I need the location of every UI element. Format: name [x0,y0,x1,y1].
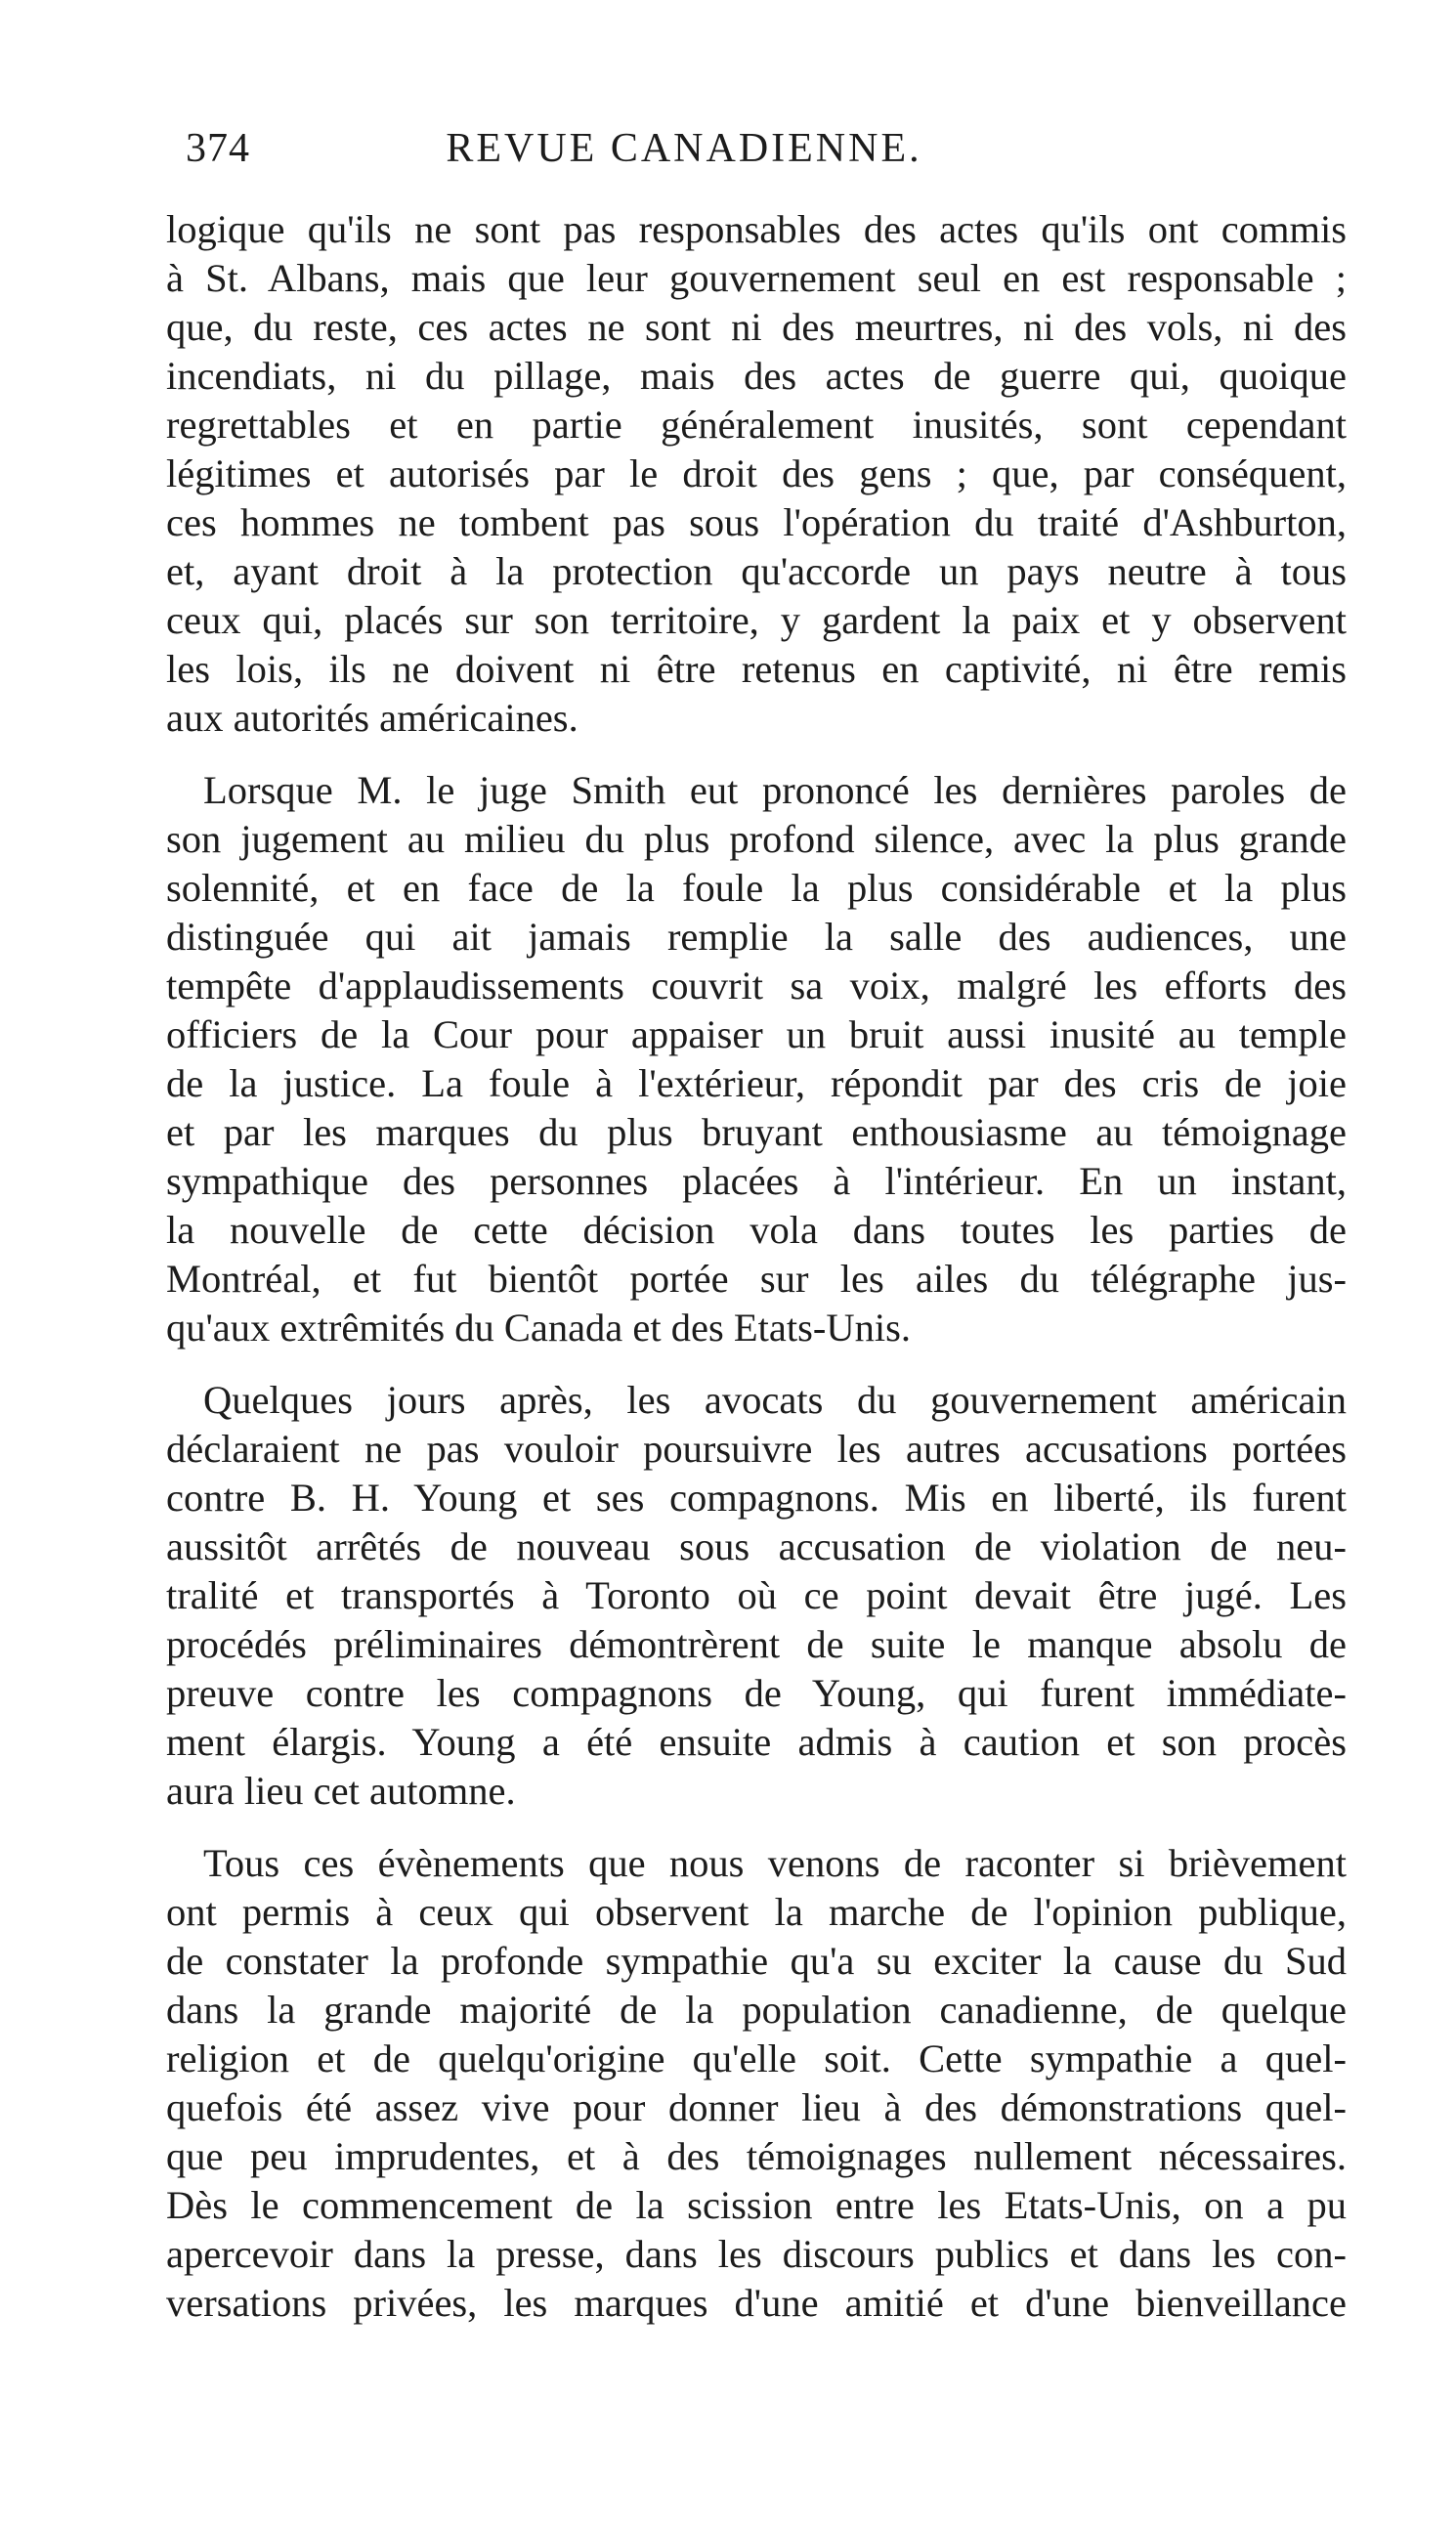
text-line: ment élargis. Young a été ensuite admis à caution et son procès [166,1720,1347,1764]
text-line: que, du reste, ces actes ne sont ni des meurtres, ni des vols, ni des [166,305,1347,349]
text-line: ont permis à ceux qui observent la marche de l'opinion publique, [166,1890,1347,1934]
text-line: les lois, ils ne doivent ni être retenus en captivité, ni être remis [166,647,1347,691]
text-line: ceux qui, placés sur son territoire, y gardent la paix et y observent [166,598,1347,642]
text-line: qu'aux extrêmités du Canada et des Etats-Unis. [166,1306,911,1350]
text-line: versations privées, les marques d'une amitié et d'une bienveillance [166,2281,1347,2325]
text-line: religion et de quelqu'origine qu'elle soit. Cette sympathie a quel- [166,2036,1347,2080]
text-line: Quelques jours après, les avocats du gouvernement américain [203,1378,1347,1422]
paragraph-2 [166,766,1347,1352]
text-line: déclaraient ne pas vouloir poursuivre les autres accusations portées [166,1427,1347,1471]
text-line: la nouvelle de cette décision vola dans toutes les parties de [166,1208,1347,1252]
running-head [186,119,1358,178]
text-line: distinguée qui ait jamais remplie la salle des audiences, une [166,915,1347,959]
text-line: que peu imprudentes, et à des témoignages nullement nécessaires. [166,2134,1347,2178]
text-line: Lorsque M. le juge Smith eut prononcé les dernières paroles de [203,768,1347,812]
text-line: Tous ces évènements que nous venons de raconter si brièvement [203,1841,1347,1885]
text-line: quefois été assez vive pour donner lieu à des démonstrations quel- [166,2085,1347,2129]
text-line: légitimes et autorisés par le droit des gens ; que, par conséquent, [166,451,1347,495]
text-line: Montréal, et fut bientôt portée sur les ailes du télégraphe jus- [166,1257,1347,1301]
text-line: aux autorités américaines. [166,696,578,740]
text-line: apercevoir dans la presse, dans les discours publics et dans les con- [166,2232,1347,2276]
text-line: aura lieu cet automne. [166,1769,516,1813]
text-line: tralité et transportés à Toronto où ce point devait être jugé. Les [166,1573,1347,1617]
body-text [166,205,1347,2351]
text-line: procédés préliminaires démontrèrent de suite le manque absolu de [166,1622,1347,1666]
text-line: et, ayant droit à la protection qu'accorde un pays neutre à tous [166,549,1347,593]
text-line: aussitôt arrêtés de nouveau sous accusation de violation de neu- [166,1524,1347,1568]
text-line: Dès le commencement de la scission entre les Etats-Unis, on a pu [166,2183,1347,2227]
text-line: officiers de la Cour pour appaiser un bruit aussi inusité au temple [166,1012,1347,1056]
text-line: de la justice. La foule à l'extérieur, répondit par des cris de joie [166,1061,1347,1105]
text-line: et par les marques du plus bruyant enthousiasme au témoignage [166,1110,1347,1154]
text-line: regrettables et en partie généralement inusités, sont cependant [166,403,1347,447]
running-title: REVUE CANADIENNE. [446,126,922,171]
page-number: 374 [186,126,250,171]
paragraph-4 [166,1839,1347,2328]
text-line: preuve contre les compagnons de Young, qui furent immédiate- [166,1671,1347,1715]
text-line: son jugement au milieu du plus profond silence, avec la plus grande [166,817,1347,861]
text-line: tempête d'applaudissements couvrit sa voix, malgré les efforts des [166,964,1347,1007]
text-line: logique qu'ils ne sont pas responsables des actes qu'ils ont commis [166,207,1347,251]
text-line: dans la grande majorité de la population canadienne, de quelque [166,1988,1347,2032]
text-line: solennité, et en face de la foule la plus considérable et la plus [166,866,1347,910]
paragraph-1 [166,205,1347,743]
text-line: ces hommes ne tombent pas sous l'opération du traité d'Ashburton, [166,500,1347,544]
text-line: à St. Albans, mais que leur gouvernement seul en est responsable ; [166,256,1347,300]
text-line: contre B. H. Young et ses compagnons. Mis en liberté, ils furent [166,1476,1347,1520]
text-line: incendiats, ni du pillage, mais des actes de guerre qui, quoique [166,354,1347,398]
text-line: sympathique des personnes placées à l'intérieur. En un instant, [166,1159,1347,1203]
paragraph-3 [166,1376,1347,1816]
text-line: de constater la profonde sympathie qu'a su exciter la cause du Sud [166,1939,1347,1983]
